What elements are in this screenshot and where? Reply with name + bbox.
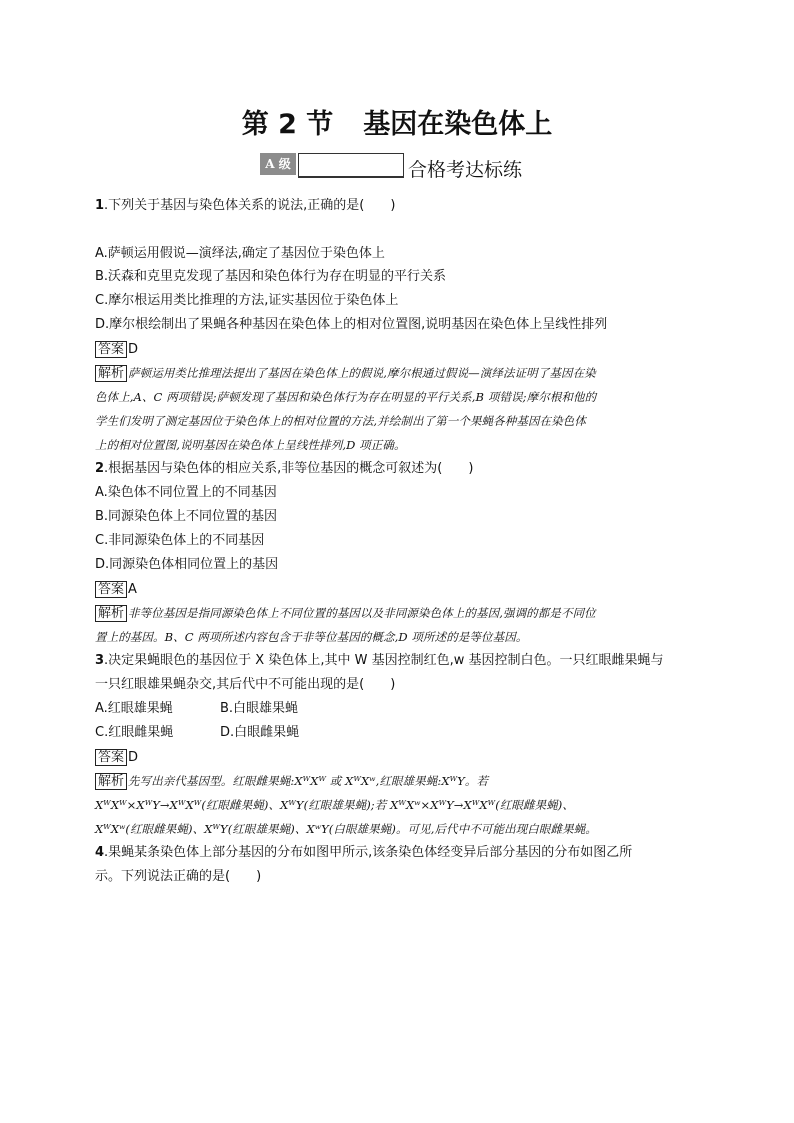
q1-stem: 1.下列关于基因与染色体关系的说法,正确的是( ) bbox=[95, 198, 396, 213]
q2-stem: 2.根据基因与染色体的相应关系,非等位基因的概念可叙述为( ) bbox=[95, 461, 474, 476]
q2-analysis-line: 解析 非等位基因是指同源染色体上不同位置的基因以及非同源染色体上的基因,强调的都是不同位 bbox=[95, 605, 596, 622]
level-box bbox=[298, 153, 404, 178]
q3-analysis-line: 解析 先写出亲代基因型。红眼雌果蝇:XᵂXᵂ 或 XᵂXʷ,红眼雄果蝇:XᵂY。若 bbox=[95, 773, 488, 790]
level-label: 合格考达标练 bbox=[408, 159, 523, 181]
q2-option-a: A.染色体不同位置上的不同基因 bbox=[95, 485, 277, 500]
q1-option-a: A.萨顿运用假说—演绎法,确定了基因位于染色体上 bbox=[95, 246, 385, 261]
analysis-label: 解析 bbox=[95, 365, 127, 382]
q1-analysis-line: 色体上,A、C 两项错误;萨顿发现了基因和染色体行为存在明显的平行关系,B 项错误;摩尔根和他的 bbox=[95, 390, 597, 404]
answer-value: D bbox=[128, 342, 139, 357]
answer-label: 答案 bbox=[95, 341, 127, 358]
q1-analysis-line: 学生们发明了测定基因位于染色体上的相对位置的方法,并绘制出了第一个果蝇各种基因在染色体 bbox=[95, 414, 586, 428]
q3-analysis-line: XᵂXᵂ×XᵂY→XᵂXᵂ(红眼雌果蝇)、XᵂY(红眼雄果蝇);若 XᵂXʷ×XᵂY→XᵂXᵂ(红眼雌果蝇)、 bbox=[95, 798, 574, 812]
q3-option-a: A.红眼雄果蝇 bbox=[95, 701, 173, 716]
q2-analysis-line: 置上的基因。B、C 两项所述内容包含于非等位基因的概念,D 项所述的是等位基因。 bbox=[95, 630, 528, 644]
q1-option-d: D.摩尔根绘制出了果蝇各种基因在染色体上的相对位置图,说明基因在染色体上呈线性排列 bbox=[95, 317, 608, 332]
q2-answer bbox=[95, 581, 137, 598]
q2-option-d: D.同源染色体相同位置上的基因 bbox=[95, 557, 279, 572]
q2-option-b: B.同源染色体上不同位置的基因 bbox=[95, 509, 278, 524]
analysis-label: 解析 bbox=[95, 605, 127, 622]
answer-value: D bbox=[128, 750, 139, 765]
q3-analysis-line: XᵂXʷ(红眼雌果蝇)、XᵂY(红眼雄果蝇)、XʷY(白眼雄果蝇)。可见,后代中不可能出现白眼雌果蝇。 bbox=[95, 822, 597, 836]
q3-option-c: C.红眼雌果蝇 bbox=[95, 725, 174, 740]
section-title bbox=[0, 102, 794, 141]
q3-option-d: D.白眼雌果蝇 bbox=[220, 725, 300, 740]
q3-option-b: B.白眼雄果蝇 bbox=[220, 701, 299, 716]
analysis-label: 解析 bbox=[95, 773, 127, 790]
q3-stem-continued: 一只红眼雄果蝇杂交,其后代中不可能出现的是( ) bbox=[95, 677, 396, 692]
q1-analysis-line: 上的相对位置图,说明基因在染色体上呈线性排列,D 项正确。 bbox=[95, 438, 406, 452]
q3-answer bbox=[95, 749, 138, 766]
q1-analysis-line: 解析 萨顿运用类比推理法提出了基因在染色体上的假说,摩尔根通过假说—演绎法证明了基因在染 bbox=[95, 365, 596, 382]
q1-option-b: B.沃森和克里克发现了基因和染色体行为存在明显的平行关系 bbox=[95, 269, 447, 284]
section-number: 第 2 节 bbox=[241, 109, 334, 140]
q2-option-c: C.非同源染色体上的不同基因 bbox=[95, 533, 265, 548]
answer-value: A bbox=[128, 582, 137, 597]
answer-label: 答案 bbox=[95, 749, 127, 766]
q1-option-c: C.摩尔根运用类比推理的方法,证实基因位于染色体上 bbox=[95, 293, 399, 308]
section-name: 基因在染色体上 bbox=[363, 109, 553, 140]
level-tag: A 级 bbox=[260, 153, 296, 175]
answer-label: 答案 bbox=[95, 581, 127, 598]
q4-stem-continued: 示。下列说法正确的是( ) bbox=[95, 869, 262, 884]
q3-stem: 3.决定果蝇眼色的基因位于 X 染色体上,其中 W 基因控制红色,w 基因控制白色。一只红眼雌果蝇与 bbox=[95, 653, 664, 668]
q1-answer bbox=[95, 341, 138, 358]
q4-stem: 4.果蝇某条染色体上部分基因的分布如图甲所示,该条染色体经变异后部分基因的分布如图乙所 bbox=[95, 845, 633, 860]
